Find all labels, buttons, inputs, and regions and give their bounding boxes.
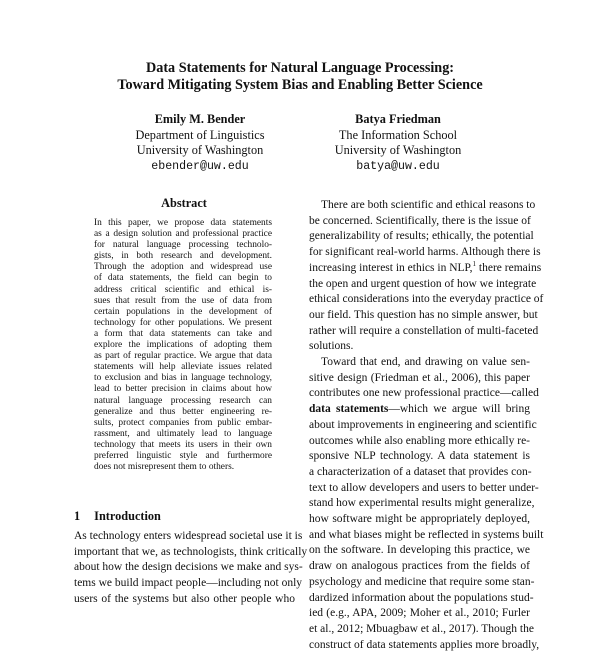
text-line: construct of data statements applies more broadly, [309, 638, 540, 651]
author-block-2 [278, 112, 518, 174]
text-line: how software might be appropriately deployed, [309, 513, 530, 526]
section-heading [74, 509, 161, 524]
text-line: explore the implications of adopting them [94, 340, 272, 351]
author-email: ebender@uw.edu [151, 159, 249, 173]
text-line: ied (e.g., APA, 2009; Moher et al., 2010; Furler [309, 607, 530, 620]
text-line: There are both scientific and ethical reasons to [321, 199, 536, 211]
text-line: rassment, and ultimately lead to language [94, 428, 272, 439]
text-line: ethical considerations into the everyday practice of [309, 293, 544, 306]
abstract-heading: Abstract [161, 196, 207, 210]
right-column [309, 198, 544, 653]
text-line: about how the design decisions we make and sys- [74, 561, 303, 574]
text-line: dardized information about the populations stud- [309, 591, 534, 604]
text-line: be concerned. Scientifically, there is the issue of [309, 214, 531, 227]
text-line: sitive design (Friedman et al., 2006), this paper [309, 371, 530, 384]
text-line: and what biases might be reflected in systems built [309, 528, 544, 541]
text-line: users of the systems but also other people who [74, 592, 295, 605]
text-line: sults, protect companies from public embar- [94, 417, 272, 428]
text-line: the open and urgent question of how we integrate [309, 277, 537, 290]
text-line: technology for other populations. We present [94, 317, 272, 328]
text-line: outcomes while also enabling more ethically re- [309, 434, 530, 447]
text-line [309, 386, 539, 402]
text-line: lead to better precision in claims about how [94, 384, 272, 395]
abstract-body [94, 218, 272, 473]
text-line: rather will require a constellation of multi-faceted [309, 324, 539, 337]
text-line: statements will help alleviate issues related [94, 362, 272, 373]
author-email: batya@uw.edu [356, 159, 440, 173]
text-line: on the software. In developing this practice, we [309, 544, 530, 557]
text-line: et al., 2012; Mbuagbaw et al., 2017). Though the [309, 622, 534, 635]
text-line: draw on analogous practices from the fields of [309, 560, 530, 573]
text-line: Toward that end, and drawing on value sen- [321, 356, 530, 369]
text-line: stand how experimental results might generalize, [309, 497, 535, 510]
text-line: to exclusion and bias in language technology, [94, 373, 272, 384]
text-line: As technology enters widespread societal use it is [74, 530, 303, 542]
text-line: tems we build impact people—including not only [74, 577, 303, 590]
text-line: for natural language processing technolo- [94, 240, 272, 251]
text-line: sues that result from the use of data from [94, 295, 272, 306]
author-department: The Information School [338, 127, 458, 142]
text-line: important that we, as technologists, think critically [74, 545, 308, 558]
text-fragment: contributes one new professional practice—called [309, 387, 539, 400]
text-line: natural language processing research can [94, 395, 272, 406]
footnote-mark: 1 [472, 259, 477, 268]
text-line: address critical scientific and ethical is- [94, 284, 272, 295]
introduction-body [74, 529, 308, 608]
title-line-2: Toward Mitigating System Bias and Enabling Better Science [117, 77, 483, 93]
text-line: does not misrepresent them to others. [94, 462, 235, 473]
text-line: of data statements, the field can begin to [94, 273, 272, 284]
section-title: Introduction [94, 509, 161, 523]
text-line: In this paper, we propose data statements [94, 218, 272, 228]
text-line: gists, in both research and development. [94, 251, 272, 262]
text-line: technology that meets its users in their own [94, 439, 272, 450]
text-line: preferred linguistic style and furthermore [94, 450, 272, 461]
paper-title [0, 60, 600, 94]
text-line: a form that data statements can take and [94, 328, 272, 339]
text-line: generalizability of results; ethically, the potential [309, 230, 534, 243]
author-institution: University of Washington [334, 143, 462, 157]
text-line: increasing interest in ethics in NLP,$^1$ there remains [309, 259, 542, 274]
text-line: solutions. [309, 340, 354, 353]
author-name: Emily M. Bender [154, 112, 246, 126]
paragraph-1 [309, 198, 544, 355]
text-line: as part of regular practice. We argue that data [94, 351, 272, 362]
title-line-1: Data Statements for Natural Language Processing: [145, 60, 455, 76]
text-line: sponsive NLP technology. A data statement is [309, 450, 530, 463]
author-name: Batya Friedman [355, 112, 441, 126]
text-line: our field. This question has no simple answer, but [309, 308, 538, 321]
author-department: Department of Linguistics [135, 127, 265, 142]
text-line [309, 402, 530, 418]
text-line: psychology and medicine that require some stan- [309, 575, 535, 588]
text-line: for significant real-world harms. Although there is [309, 246, 541, 259]
text-line: generalize and thus better engineering re- [94, 406, 272, 417]
text-line: Through the adoption and widespread use [94, 262, 272, 273]
text-line: a characterization of a dataset that provides con- [309, 465, 532, 478]
section-number: 1 [74, 509, 81, 523]
text-line: text to allow developers and users to better under- [309, 481, 539, 494]
bold-term: data statements [309, 403, 389, 416]
paragraph-2 [309, 355, 544, 653]
author-institution: University of Washington [136, 143, 264, 157]
text-line: as a design solution and professional practice [94, 229, 272, 240]
text-fragment: —which we argue will bring [388, 403, 530, 416]
text-line: certain populations in the development of [94, 306, 272, 317]
text-fragment: there remains [476, 261, 542, 274]
text-line: about improvements in engineering and scientific [309, 418, 537, 431]
